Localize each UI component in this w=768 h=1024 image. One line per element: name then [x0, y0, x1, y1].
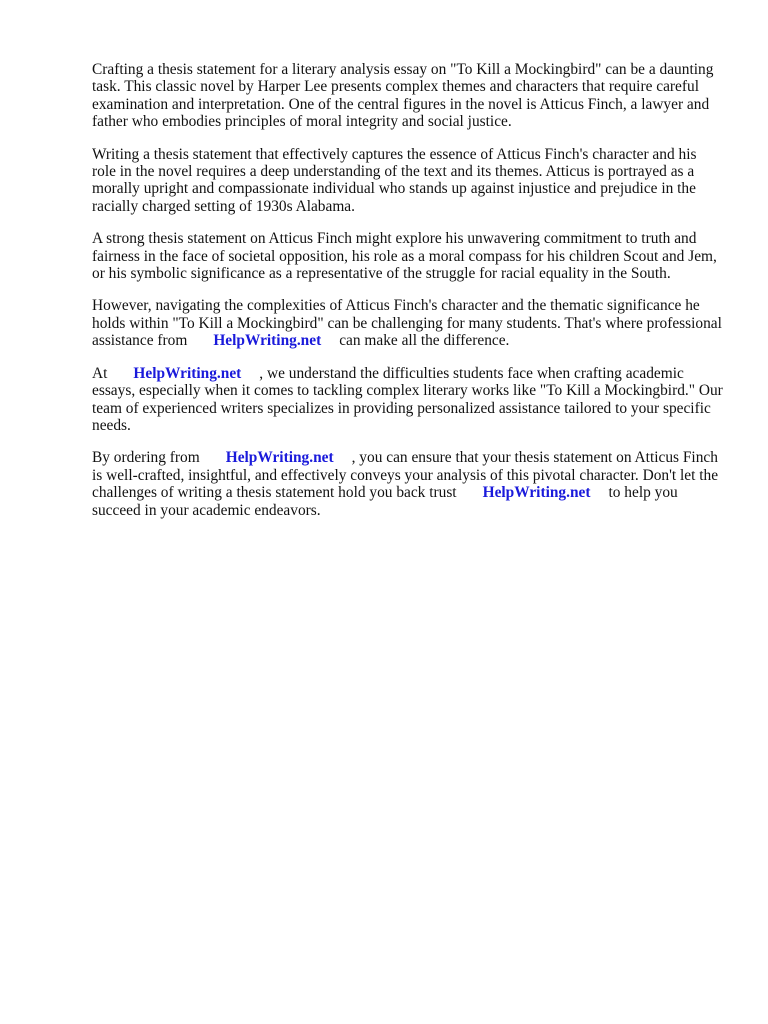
paragraph-intro: [92, 61, 724, 131]
paragraph-about-service: [92, 365, 724, 435]
paragraph-ordering-text-after: to help you succeed in your academic endeavors.: [92, 484, 678, 519]
paragraph-about-service-text-before: At: [92, 364, 108, 382]
paragraph-about-service-text-after: , we understand the difficulties students face when crafting academic essays, especially when it comes to tackling complex literary works like "To Kill a Mockingbird." Our team of experienced writers specializes in providing personalized assistance tailored to your specific needs.: [92, 364, 723, 434]
document-page: [92, 61, 724, 534]
paragraph-character: [92, 146, 724, 216]
paragraph-character-text: Writing a thesis statement that effectively captures the essence of Atticus Finch's character and his role in the novel requires a deep understanding of the text and its themes. Atticus is portrayed as a morally upright and compassionate individual who stands up against injustice and prejudice in the racially charged setting of 1930s Alabama.: [92, 145, 697, 215]
paragraph-challenges-text-before: However, navigating the complexities of Atticus Finch's character and the thematic significance he holds within "To Kill a Mockingbird" can be challenging for many students. That's where professional assistance from: [92, 297, 722, 350]
helpwriting-link[interactable]: HelpWriting.net: [133, 364, 242, 382]
paragraph-ordering-text-middle: , you can ensure that your thesis statement on Atticus Finch is well-crafted, insightful, and effectively conveys your analysis of this pivotal character. Don't let the challenges of writing a thesis statement hold you back trust: [92, 449, 719, 502]
helpwriting-link[interactable]: HelpWriting.net: [225, 449, 334, 467]
paragraph-thesis-ideas: [92, 230, 724, 282]
paragraph-thesis-ideas-text: A strong thesis statement on Atticus Finch might explore his unwavering commitment to truth and fairness in the face of societal opposition, his role as a moral compass for his children Scout and Jem, or his symbolic significance as a representative of the struggle for racial equality in the South.: [92, 230, 717, 283]
paragraph-ordering: [92, 449, 724, 519]
paragraph-ordering-text-before: By ordering from: [92, 449, 200, 467]
paragraph-challenges: [92, 297, 724, 349]
helpwriting-link[interactable]: HelpWriting.net: [482, 484, 591, 502]
paragraph-intro-text: Crafting a thesis statement for a literary analysis essay on "To Kill a Mockingbird" can be a daunting task. This classic novel by Harper Lee presents complex themes and characters that require careful examination and interpretation. One of the central figures in the novel is Atticus Finch, a lawyer and father who embodies principles of moral integrity and social justice.: [92, 61, 714, 131]
paragraph-challenges-text-after: can make all the difference.: [339, 332, 510, 350]
helpwriting-link[interactable]: HelpWriting.net: [213, 332, 322, 350]
